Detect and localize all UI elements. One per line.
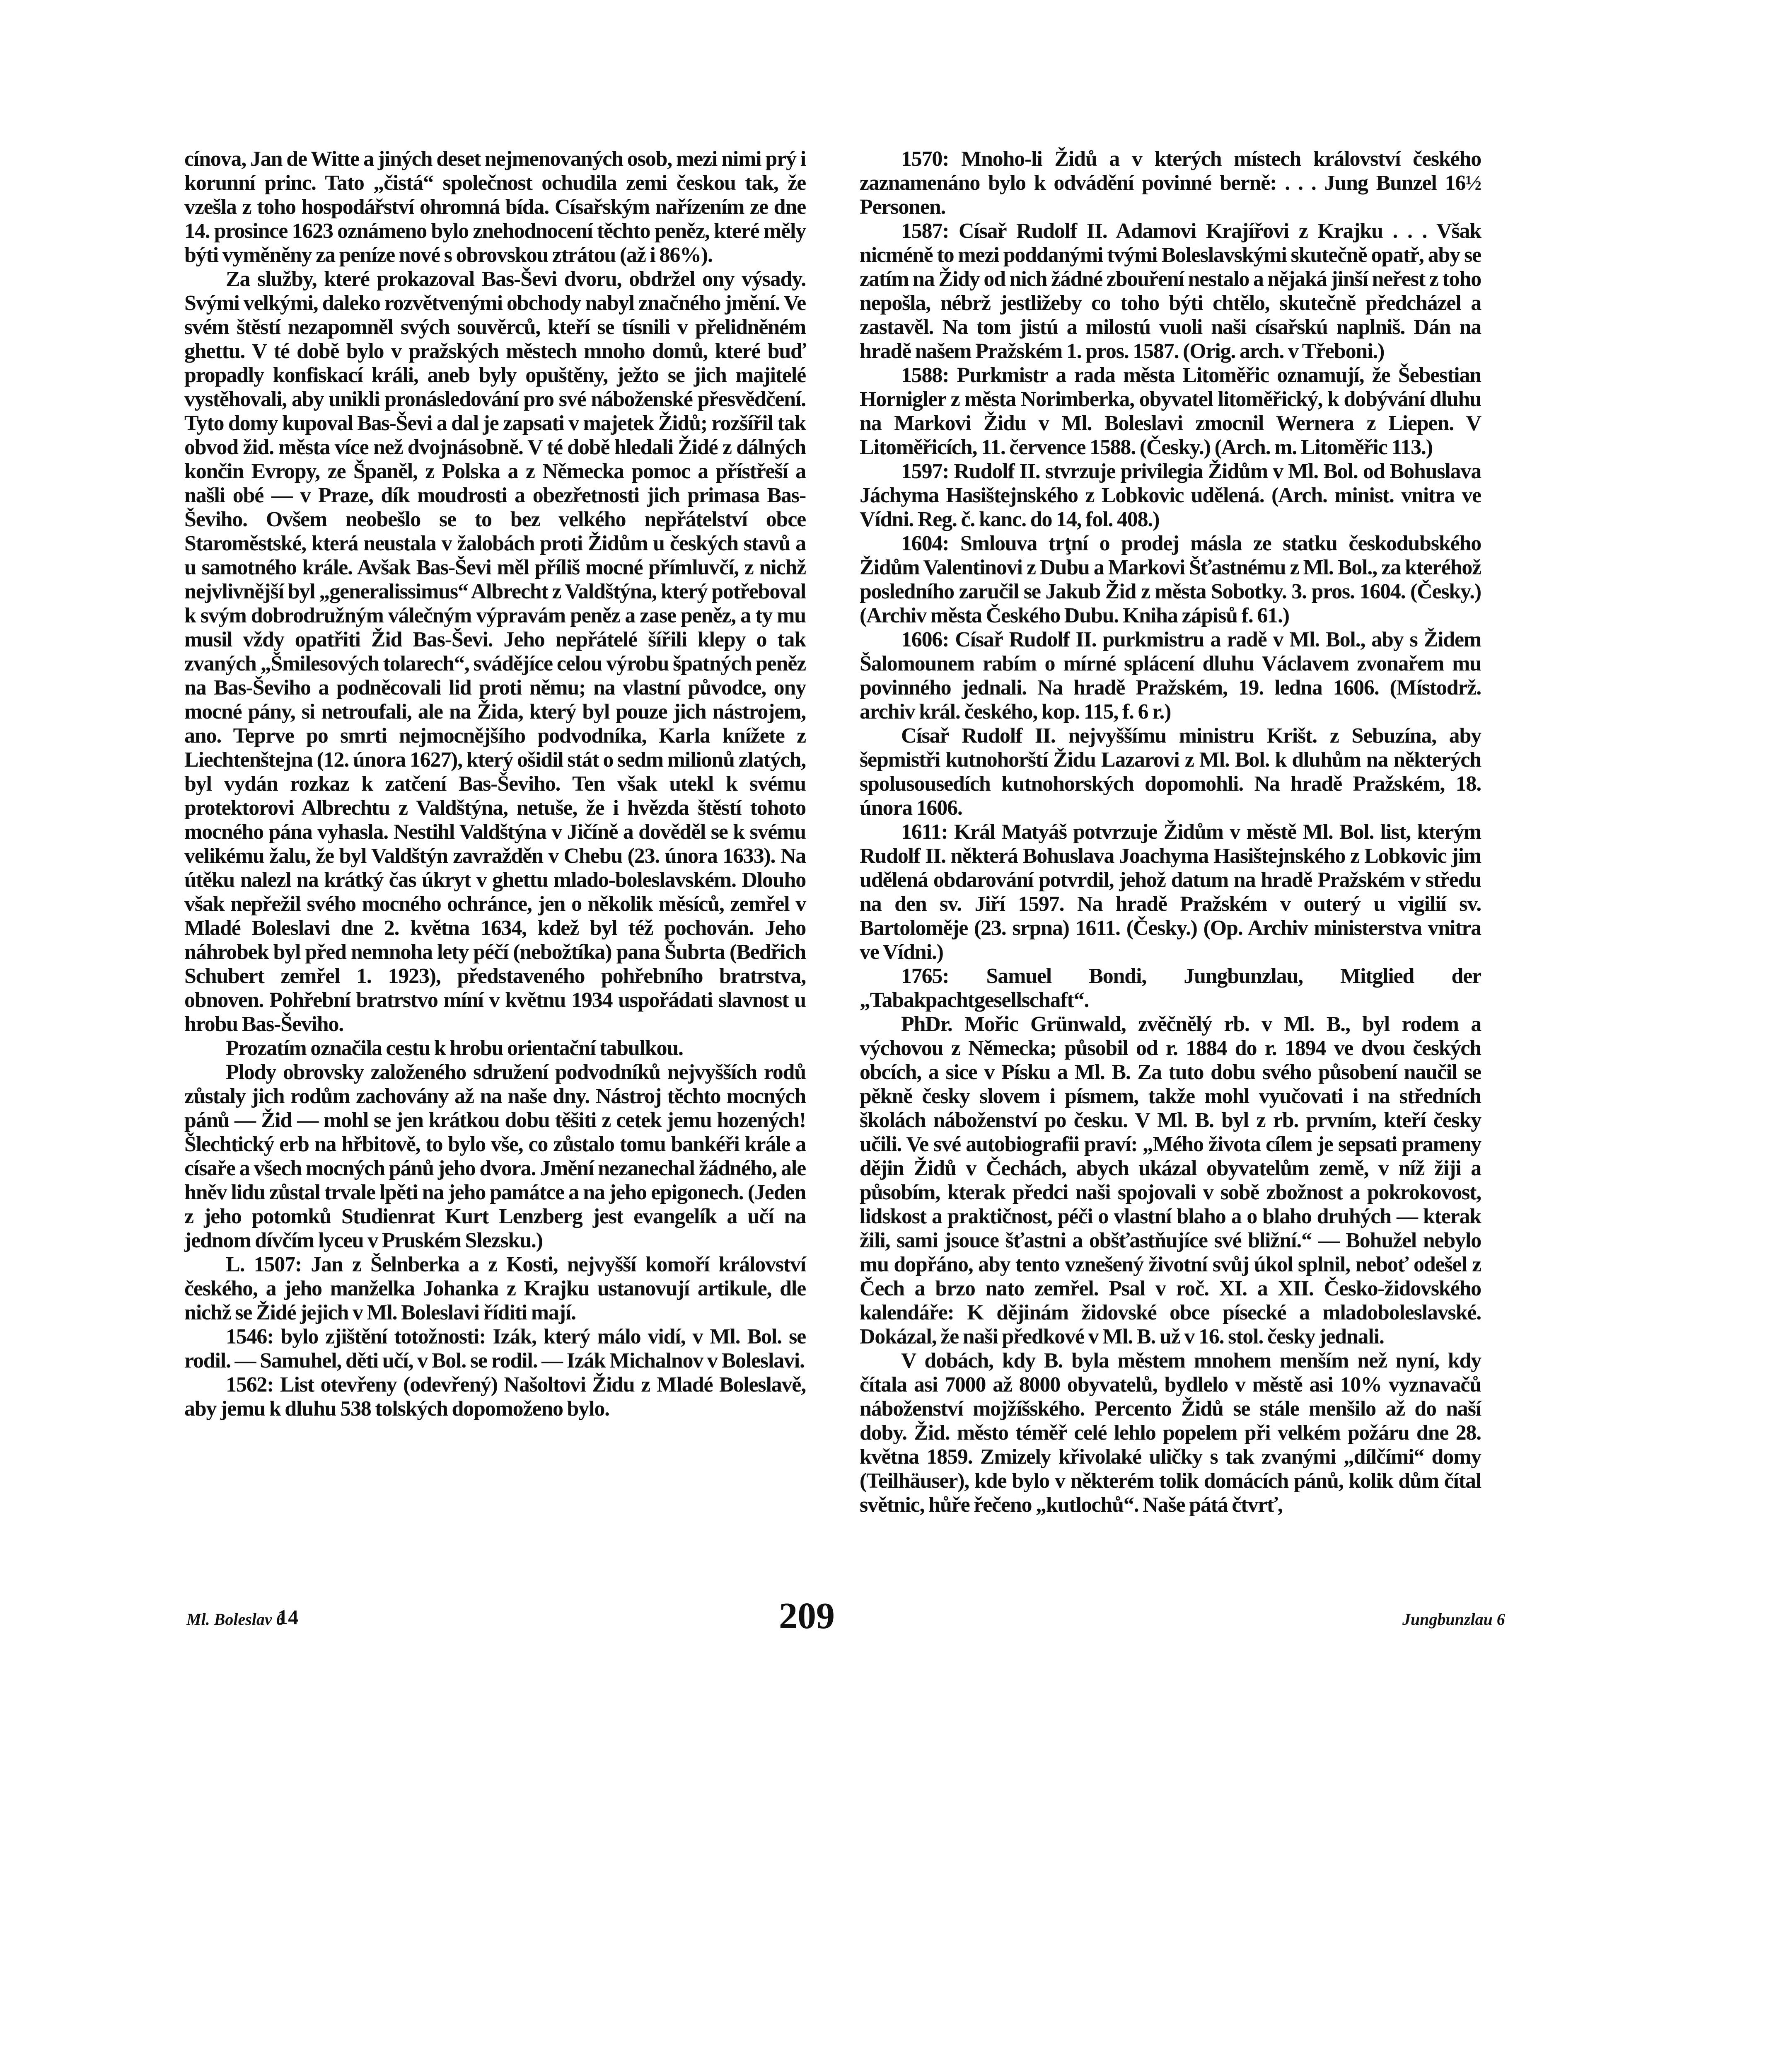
paragraph: 1562: List otevřeny (odevřený) Našoltovi Židu z Mladé Boleslavě, aby jemu k dluhu 538 tolských dopomoženo bylo.: [184, 1373, 806, 1421]
right-text-column: [860, 147, 1481, 1517]
paragraph: PhDr. Mořic Grünwald, zvěčnělý rb. v Ml. B., byl rodem a výchovou z Německa; působil od r. 1884 do r. 1894 ve dvou českých obcích, a sice v Písku a Ml. B. Za tuto dobu svého působení naučil se pěkně česky slovem i písmem, takže mohl vyučovati i na středních školách náboženství po česku. V Ml. B. byl z rb. prvním, kteří česky učili. Ve své autobiografii praví: „Mého života cílem je sepsati prameny dějin Židů v Čechách, abych ukázal obyvatelům země, v níž žiji a působím, kterak předci naši spojovali v sobě zbožnost a pokrokovost, lidskost a praktičnost, péči o vlastní blaho a o blaho druhých — kterak žili, sami jsouce šťastni a obšťastňujíce své bližní.“ — Bohužel nebylo mu dopřáno, aby tento vznešený životní svůj úkol splnil, neboť odešel z Čech a brzo nato zemřel. Psal v roč. XI. a XII. Česko-židovského kalendáře: K dějinám židovské obce písecké a mladoboleslavské. Dokázal, že naši předkové v Ml. B. už v 16. stol. česky jednali.: [860, 1012, 1481, 1348]
paragraph: Za služby, které prokazoval Bas-Ševi dvoru, obdržel ony výsady. Svými velkými, daleko rozvětvenými obchody nabyl značného jmění. Ve svém štěstí nezapomněl svých souvěrců, kteří se tísnili v přelidněném ghettu. V té době bylo v pražských městech mnoho domů, které buď propadly konfiskací králi, aneb byly opuštěny, ježto se jich majitelé vystěhovali, aby unikli pronásledování pro své náboženské přesvědčení. Tyto domy kupoval Bas-Ševi a dal je zapsati v majetek Židů; rozšířil tak obvod žid. města více než dvojnásobně. V té době hledali Židé z dálných končin Evropy, ze Španěl, z Polska a z Německa pomoc a přístřeší a našli obé — v Praze, dík moudrosti a obezřetnosti jich primasa Bas-Ševiho. Ovšem neobešlo se to bez velkého nepřátelství obce Staroměstské, která neustala v žalobách proti Židům u českých stavů a u samotného krále. Avšak Bas-Ševi měl příliš mocné přímluvčí, z nichž nejvlivnější byl „generalissimus“ Albrecht z Valdštýna, který potřeboval k svým dobrodružným válečným výpravám peněz a zase peněz, a ty mu musil vždy opatřiti Žid Bas-Ševi. Jeho nepřátelé šířili klepy o tak zvaných „Šmilesových tolarech“, svádějíce celou výrobu špatných peněz na Bas-Ševiho a podněcovali lid proti němu; na vlastní původce, ony mocné pány, si netroufali, ale na Žida, který byl pouze jich nástrojem, ano. Teprve po smrti nejmocnějšího podvodníka, Karla knížete z Liechtenštejna (12. února 1627), který ošidil stát o sedm milionů zlatých, byl vydán rozkaz k zatčení Bas-Ševiho. Ten však utekl k svému protektorovi Albrechtu z Valdštýna, netuše, že i hvězda štěstí tohoto mocného pána vyhasla. Nestihl Valdštýna v Jičíně a dověděl se k svému velikému žalu, že byl Valdštýn zavražděn v Chebu (23. února 1633). Na útěku nalezl na krátký čas úkryt v ghettu mlado-boleslavském. Dlouho však nepřežil svého mocného ochránce, jen o několik měsíců, zemřel v Mladé Boleslavi dne 2. května 1634, kdež byl též pochován. Jeho náhrobek byl před nemnoha lety péčí (nebožtíka) pana Šubrta (Bedřich Schubert zemřel 1. 1923), představeného pohřebního bratrstva, obnoven. Pohřební bratrstvo míní v květnu 1934 uspořádati slavnost u hrobu Bas-Ševiho.: [184, 267, 806, 1036]
paragraph: Prozatím označila cestu k hrobu orientační tabulkou.: [226, 1036, 683, 1060]
footer-left-label: Ml. Boleslav 6: [186, 1610, 285, 1629]
paragraph: 1597: Rudolf II. stvrzuje privilegia Židům v Ml. Bol. od Bohuslava Jáchyma Hasištejnského z Lobkovic udělená. (Arch. minist. vnitra ve Vídni. Reg. č. kanc. do 14, fol. 408.): [860, 460, 1481, 531]
paragraph: cínova, Jan de Witte a jiných deset nejmenovaných osob, mezi nimi prý i korunní princ. Tato „čistá“ společnost ochudila zemi českou tak, že vzešla z toho hospodářství ohromná bída. Císařským nařízením ze dne 14. prosince 1623 oznámeno bylo znehodnocení těchto peněz, které měly býti vyměněny za peníze nové s obrovskou ztrátou (až i 86%).: [184, 147, 806, 267]
paragraph: 1606: Císař Rudolf II. purkmistru a radě v Ml. Bol., aby s Židem Šalomounem rabím o mírné splácení dluhu Václavem zvonařem mu povinného jednali. Na hradě Pražském, 19. ledna 1606. (Místodrž. archiv král. českého, kop. 115, f. 6 r.): [860, 628, 1481, 724]
paragraph: 1765: Samuel Bondi, Jungbunzlau, Mitglied der „Tabakpachtgesellschaft“.: [860, 964, 1481, 1012]
paragraph: 1546: bylo zjištění totožnosti: Izák, který málo vidí, v Ml. Bol. se rodil. — Samuhel, děti učí, v Bol. se rodil. — Izák Michalnov v Boleslavi.: [184, 1325, 806, 1372]
page-number: 209: [779, 1595, 835, 1636]
paragraph: Císař Rudolf II. nejvyššímu ministru Krišt. z Sebuzína, aby šepmistři kutnohorští Židu Lazarovi z Ml. Bol. k dluhům na některých spolusousedích kutnohorských dopomohli. Na hradě Pražském, 18. února 1606.: [860, 724, 1481, 820]
text-columns: [184, 147, 1481, 1517]
paragraph: 1604: Smlouva trţní o prodej másla ze statku českodubského Židům Valentinovi z Dubu a Markovi Šťastnému z Ml. Bol., za kteréhož posledního zaručil se Jakub Žid z města Sobotky. 3. pros. 1604. (Česky.) (Archiv města Českého Dubu. Kniha zápisů f. 61.): [860, 532, 1481, 627]
paragraph: 1570: Mnoho-li Židů a v kterých místech království českého zaznamenáno bylo k odvádění povinné berně: . . . Jung Bunzel 16½ Personen.: [860, 147, 1481, 219]
paragraph: 1588: Purkmistr a rada města Litoměřic oznamují, že Šebestian Hornigler z města Norimberka, obyvatel litoměřický, k dobývání dluhu na Markovi Židu v Ml. Boleslavi zmocnil Wernera z Liepen. V Litoměřicích, 11. července 1588. (Česky.) (Arch. m. Litoměřic 113.): [860, 363, 1481, 459]
paragraph: V dobách, kdy B. byla městem mnohem menším než nyní, kdy čítala asi 7000 až 8000 obyvatelů, bydlelo v městě asi 10% vyznavačů náboženství mojžíšského. Percento Židů se stále menšilo až do naší doby. Žid. město téměř celé lehlo popelem při velkém požáru dne 28. května 1859. Zmizely křivolaké uličky s tak zvanými „dílčími“ domy (Teilhäuser), kde bylo v některém tolik domácích pánů, kolik dům čítal světnic, hůře řečeno „kutlochů“. Naše pátá čtvrť,: [860, 1349, 1481, 1517]
paragraph: 1611: Král Matyáš potvrzuje Židům v městě Ml. Bol. list, kterým Rudolf II. některá Bohuslava Joachyma Hasištejnského z Lobkovic jim udělená obdarování potvrdil, jehož datum na hradě Pražském v středu na den sv. Jiří 1597. Na hradě Pražském v outerý u vigilií sv. Bartoloměje (23. srpna) 1611. (Česky.) (Op. Archiv ministerstva vnitra ve Vídni.): [860, 820, 1481, 964]
page-footer: [184, 1592, 1505, 1637]
paragraph: Plody obrovsky založeného sdružení podvodníků nejvyšších rodů zůstaly jich rodům zachovány až na naše dny. Nástroj těchto mocných pánů — Žid — mohl se jen krátkou dobu těšiti z cetek jemu hozených! Šlechtický erb na hřbitově, to bylo vše, co zůstalo tomu bankéři krále a císaře a všech mocných pánů jeho dvora. Jmění nezanechal žádného, ale hněv lidu zůstal trvale lpěti na jeho památce a na jeho epigonech. (Jeden z jeho potomků Studienrat Kurt Lenzberg jest evangelík a učí na jednom dívčím lyceu v Pruském Slezsku.): [184, 1060, 806, 1252]
footer-signature-number: 14: [278, 1605, 298, 1629]
paragraph: L. 1507: Jan z Šelnberka a z Kosti, nejvyšší komoří království českého, a jeho manželka Johanka z Krajku ustanovují artikule, dle nichž se Židé jejich v Ml. Boleslavi říditi mají.: [184, 1253, 806, 1324]
paragraph: 1587: Císař Rudolf II. Adamovi Krajířovi z Krajku . . . Však nicméně to mezi poddanými tvými Boleslavskými skutečně opatř, aby se zatím na Židy od nich žádné zbouření nestalo a nějaká jinší neřest z toho nepošla, nébrž jestližeby co toho býti chtělo, skutečně předcházel a zastavěl. Na tom jistú a milostú vuoli naši císařskú naplniš. Dán na hradě našem Pražském 1. pros. 1587. (Orig. arch. v Třeboni.): [860, 219, 1481, 363]
left-text-column: [184, 147, 806, 1421]
footer-right-label: Jungbunzlau 6: [1402, 1610, 1505, 1629]
